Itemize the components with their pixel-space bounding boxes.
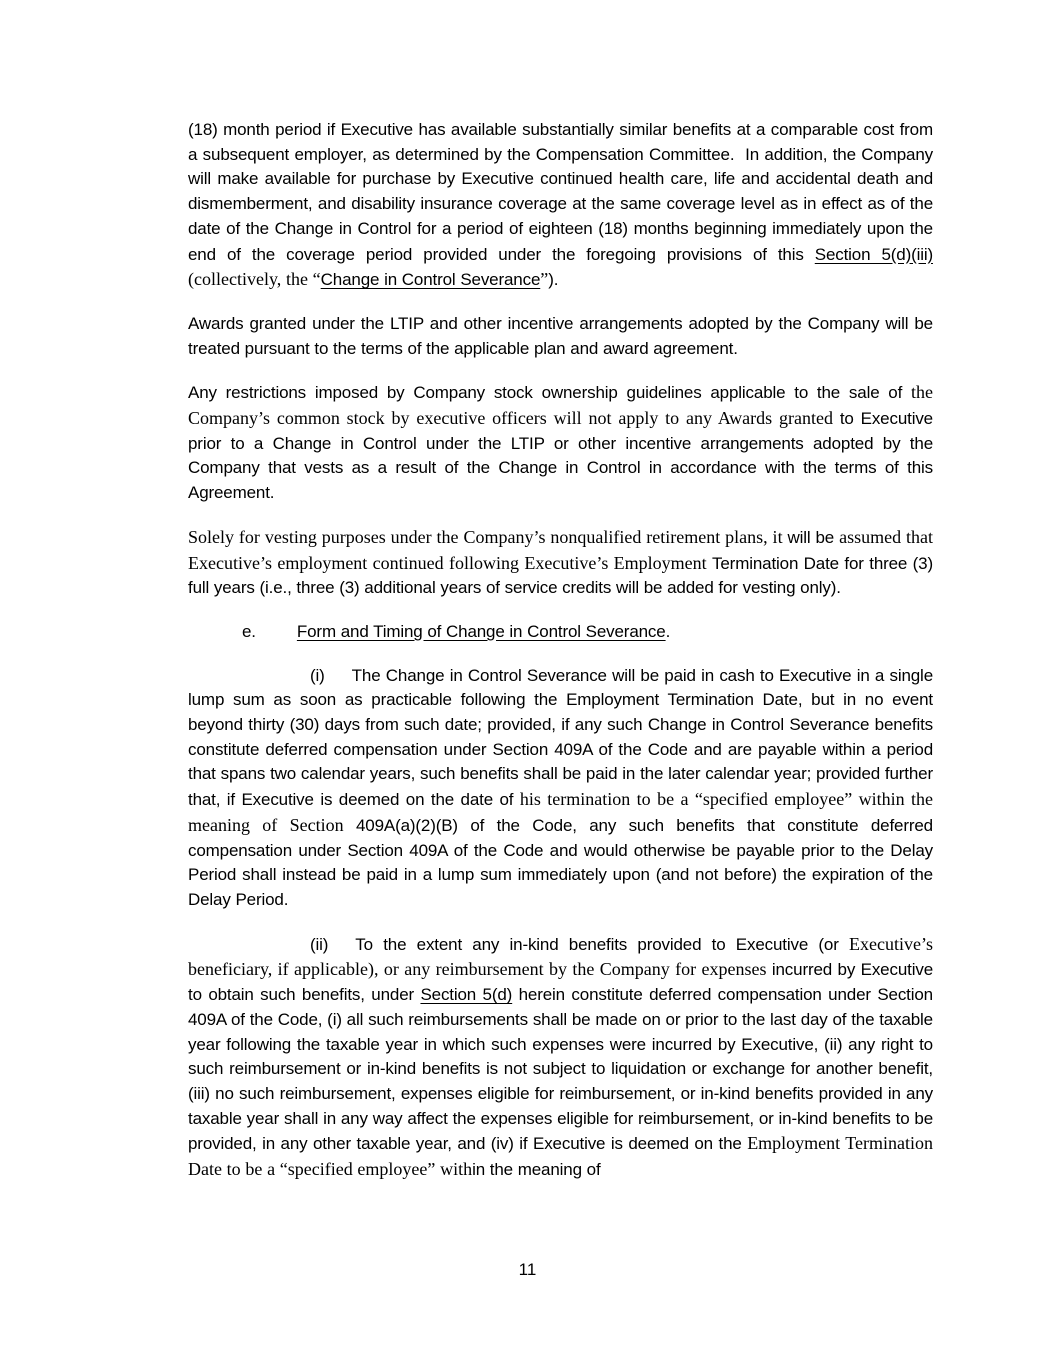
text-run: The Change in Control Severance will be paid in cash to Executive in a single lump sum as soon as practicable following the Employment Termination Date, but in no event beyond thirty (30) days from such date; provided, if any such Change in Control Severance benefits constitute deferred compensation under Section 409A of the Code and are payable within a period that spans two calendar years, such benefits shall be paid in the later calendar year; provided further that, if Executive is deemed on the date of [188,665,933,810]
paragraph-sub-i-payment-timing [188,664,933,913]
underlined-term: Section 5(d)(iii) [814,244,933,264]
paragraph-marker: (ii) [310,934,329,954]
text-run: ). [548,270,559,290]
page-number: 11 [518,1260,537,1279]
text-run: Awards granted under the LTIP and other incentive arrangements adopted by the Company will be treated pursuant to the terms of the applicable plan and award agreement. [188,313,933,358]
underlined-term: Change in Control Severance [320,270,541,290]
paragraph-change-in-control-benefits [188,118,933,293]
text-run: Solely for vesting purposes under the Company’s nonqualified retirement plans, it [188,526,788,547]
text-run: To the extent any in-kind benefits provided to Executive (or [355,934,850,954]
document-body [188,118,933,1202]
text-run: Employment Termination Date to be a “specified employee” with [188,1133,933,1180]
text-run: assumed that Executive’s employment continued following Executive’s Employment [188,526,933,573]
heading-form-and-timing [188,620,933,645]
text-run: Executive’s beneficiary, if applicable), or any reimbursement by the Company for expenses [188,933,933,980]
tab-space [256,636,297,637]
paragraph-marker: (i) [310,665,325,685]
text-run: ” [540,269,549,290]
paragraph-marker: e. [242,621,256,641]
paragraph-ltip-awards [188,312,933,361]
paragraph-vesting-purposes [188,525,933,601]
text-run: 409A(a)(2)(B) of the Code, any such benefits that constitute deferred compensation under Section 409A of the Code and would otherwise be payable prior to the Delay Period shall instead be paid in a lump sum immediately upon (and not before) the expiration of the Delay Period. [188,815,933,909]
text-run: . [665,621,671,641]
text-run: will be [787,527,840,547]
text-run: in the meaning of [472,1160,601,1180]
tab-space [328,949,355,950]
text-run: his termination to be a “specified employee” within the meaning of Section [188,789,933,835]
text-run: (18) month period if Executive has available substantially similar benefits at a comparable cost from a subsequent employer, as determined by the Compensation Committee. In addition, the Company will make available for purchase by Executive continued health care, life and accidental death and dismemberment, and disability insurance coverage at the same coverage level as in effect as of the date of the Change in Control for a period of eighteen (18) months beginning immediately upon the end of the coverage period provided under the foregoing provisions of this [188,120,933,264]
paragraph-sub-ii-in-kind-benefits [188,932,933,1183]
text-run: Termination Date for three (3) full years (i.e., three (3) additional years of service credits will be added for vesting only). [188,553,933,598]
paragraph-stock-ownership-restrictions [188,380,933,506]
text-run: incurred by Executive to obtain such benefits, under [188,960,933,1005]
text-run: herein constitute deferred compensation under Section 409A of the Code, (i) all such reimbursements shall be made on or prior to the last day of the taxable year following the taxable year in which such expenses were incurred by Executive, (ii) any right to such reimbursement or in-kind benefits is not subject to liquidation or exchange for another benefit, (iii) no such reimbursement, expenses eligible for reimbursement, or in-kind benefits provided in any taxable year shall in any way affect the expenses eligible for reimbursement, or in-kind benefits to be provided, in any other taxable year, and (iv) if Executive is deemed on the [188,985,933,1154]
text-run: the Company’s common stock by executive officers will not apply to any Awards granted [188,382,933,429]
text-run: Any restrictions imposed by Company stock ownership guidelines applicable to the sale of [188,383,911,403]
underlined-term: Form and Timing of Change in Control Severance [296,621,666,641]
underlined-term: Section 5(d) [420,985,513,1005]
text-run: to Executive prior to a Change in Control under the LTIP or other incentive arrangements adopted by the Company that vests as a result of the Change in Control in accordance with the terms of this Agreement. [188,409,933,503]
tab-space [325,680,352,681]
text-run: (collectively, the “ [188,269,321,290]
